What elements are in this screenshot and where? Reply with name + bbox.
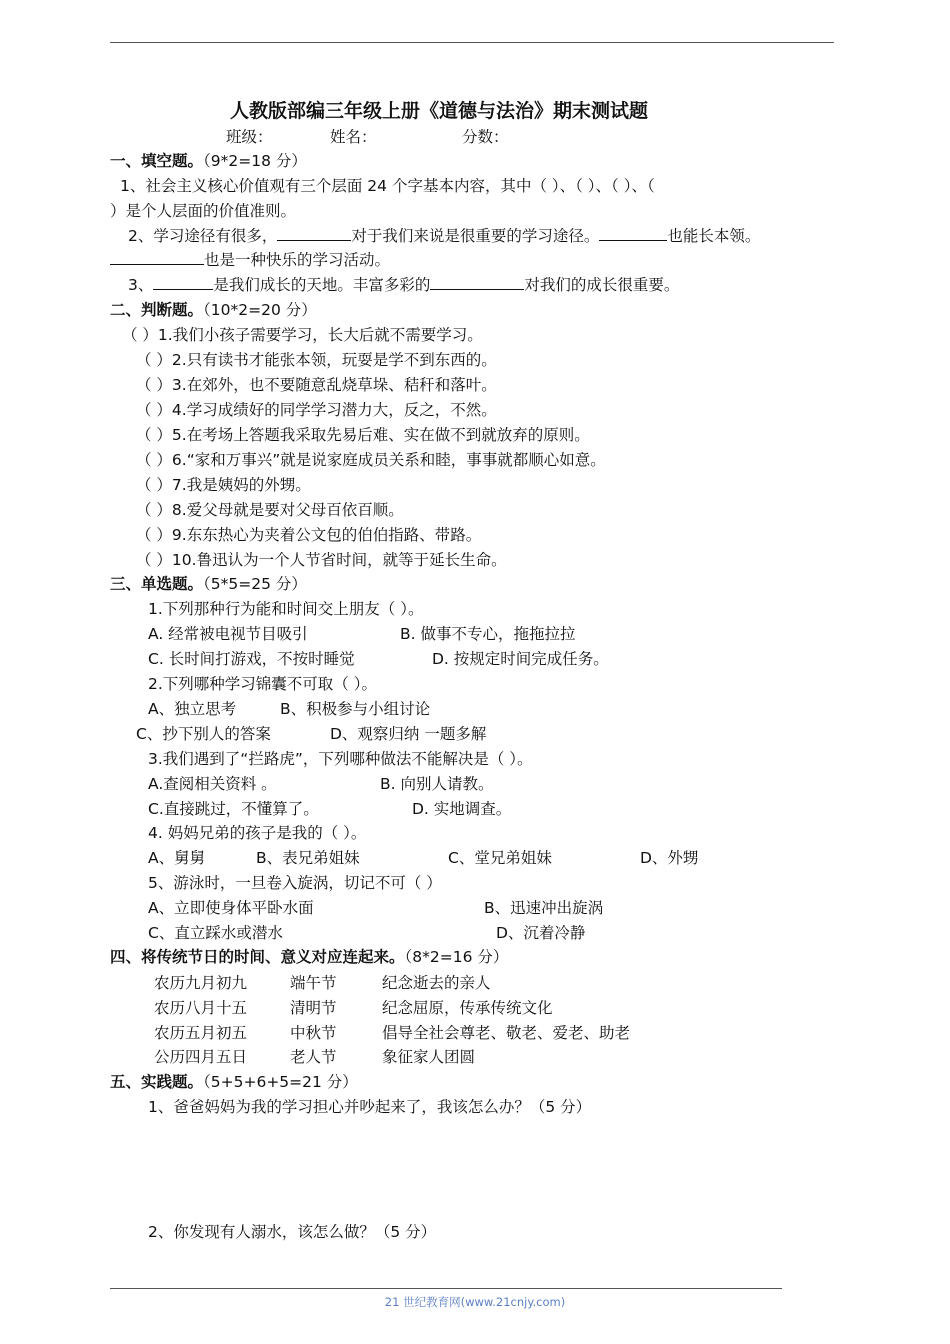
section-1-heading xyxy=(110,150,307,172)
choice-question-4: 4. 妈妈兄弟的孩子是我的（ ）。 xyxy=(148,824,367,842)
section-1-title: 一、填空题。 xyxy=(110,152,204,170)
festival-meaning: 纪念逝去的亲人 xyxy=(382,974,491,992)
judge-item: （ ）5.在考场上答题我采取先易后难、实在做不到就放弃的原则。 xyxy=(136,426,590,444)
fill-question-2-part-3: 也能长本领。 xyxy=(667,227,761,245)
answer-blank[interactable] xyxy=(430,274,524,290)
section-2-title: 二、判断题。 xyxy=(110,301,204,319)
fill-question-2-line-1 xyxy=(128,225,760,247)
festival-name: 中秋节 xyxy=(290,1024,337,1042)
choice-option-d: D、沉着冷静 xyxy=(496,924,586,942)
practice-question-1: 1、爸爸妈妈为我的学习担心并吵起来了，我该怎么办？（5 分） xyxy=(148,1098,592,1116)
answer-blank[interactable] xyxy=(153,274,213,290)
fill-question-2-line-2 xyxy=(110,249,390,271)
header-rule xyxy=(110,42,834,43)
festival-meaning: 象征家人团圆 xyxy=(382,1048,476,1066)
choice-option-d: D. 按规定时间完成任务。 xyxy=(432,650,609,668)
choice-option-b: B、迅速冲出旋涡 xyxy=(484,899,604,917)
judge-item: （ ）2.只有读书才能张本领，玩耍是学不到东西的。 xyxy=(136,351,497,369)
section-3-points: （5*5=25 分） xyxy=(203,575,307,593)
name-field-label: 姓名： xyxy=(330,128,377,146)
choice-question-1: 1.下列那种行为能和时间交上朋友（ ）。 xyxy=(148,600,424,618)
choice-option-b: B、表兄弟姐妹 xyxy=(256,849,360,867)
section-5-title: 五、实践题。 xyxy=(110,1073,204,1091)
choice-option-d: D. 实地调查。 xyxy=(412,800,512,818)
festival-name: 清明节 xyxy=(290,999,337,1017)
festival-date: 农历五月初五 xyxy=(154,1024,248,1042)
choice-option-a: A、舅舅 xyxy=(148,849,206,867)
choice-option-a: A. 经常被电视节目吸引 xyxy=(148,625,308,643)
choice-option-c: C.直接跳过，不懂算了。 xyxy=(148,800,319,818)
judge-item: （ ）8.爱父母就是要对父母百依百顺。 xyxy=(136,501,404,519)
judge-item: （ ）1.我们小孩子需要学习，长大后就不需要学习。 xyxy=(122,326,483,344)
festival-meaning: 倡导全社会尊老、敬老、爱老、助老 xyxy=(382,1024,631,1042)
fill-question-1-line-1: 1、社会主义核心价值观有三个层面 24 个字基本内容，其中（ ）、（ ）、（ ）、（ xyxy=(120,177,655,195)
section-3-heading xyxy=(110,573,307,595)
practice-question-2: 2、你发现有人溺水，该怎么做？（5 分） xyxy=(148,1223,437,1241)
choice-option-a: A、立即使身体平卧水面 xyxy=(148,899,314,917)
answer-blank[interactable] xyxy=(277,225,351,241)
choice-option-c: C、抄下别人的答案 xyxy=(136,725,271,743)
page-title: 人教版部编三年级上册《道德与法治》期末测试题 xyxy=(230,100,649,122)
choice-option-d: D、外甥 xyxy=(640,849,699,867)
section-5-points: （5+5+6+5=21 分） xyxy=(203,1073,358,1091)
section-2-heading xyxy=(110,299,317,321)
fill-question-2-part-2: 对于我们来说是很重要的学习途径。 xyxy=(351,227,600,245)
fill-question-2-part-1: 2、学习途径有很多， xyxy=(128,227,278,245)
judge-item: （ ）6.“家和万事兴”就是说家庭成员关系和睦，事事就都顺心如意。 xyxy=(136,451,606,469)
judge-item: （ ）3.在郊外，也不要随意乱烧草垛、秸秆和落叶。 xyxy=(136,376,497,394)
fill-question-1-line-2: ）是个人层面的价值准则。 xyxy=(110,202,297,220)
choice-option-c: C、直立踩水或潜水 xyxy=(148,924,283,942)
judge-item: （ ）10.鲁迅认为一个人节省时间，就等于延长生命。 xyxy=(136,551,507,569)
section-5-heading xyxy=(110,1071,358,1093)
choice-option-b: B. 做事不专心，拖拖拉拉 xyxy=(400,625,576,643)
choice-option-b: B、积极参与小组讨论 xyxy=(280,700,431,718)
judge-item: （ ）4.学习成绩好的同学学习潜力大，反之，不然。 xyxy=(136,401,497,419)
judge-item: （ ）9.东东热心为夹着公文包的伯伯指路、带路。 xyxy=(136,526,482,544)
fill-question-3-part-1: 3、 xyxy=(128,276,154,294)
section-4-points: （8*2=16 分） xyxy=(404,948,509,966)
choice-question-3: 3.我们遇到了“拦路虎”，下列哪种做法不能解决是（ ）。 xyxy=(148,750,533,768)
festival-meaning: 纪念屈原，传承传统文化 xyxy=(382,999,553,1017)
section-4-title: 四、将传统节日的时间、意义对应连起来。 xyxy=(110,948,405,966)
choice-option-c: C. 长时间打游戏，不按时睡觉 xyxy=(148,650,355,668)
choice-option-a: A.查阅相关资料 。 xyxy=(148,775,277,793)
festival-date: 公历四月五日 xyxy=(154,1048,248,1066)
choice-option-b: B. 向别人请教。 xyxy=(380,775,494,793)
festival-date: 农历八月十五 xyxy=(154,999,248,1017)
fill-question-3-part-3: 对我们的成长很重要。 xyxy=(524,276,680,294)
class-field-label: 班级： xyxy=(226,128,273,146)
section-3-title: 三、单选题。 xyxy=(110,575,204,593)
choice-option-a: A、独立思考 xyxy=(148,700,237,718)
footer-rule xyxy=(110,1288,782,1289)
choice-question-2: 2.下列哪种学习锦囊不可取（ ）。 xyxy=(148,675,377,693)
fill-question-3-part-2: 是我们成长的天地。丰富多彩的 xyxy=(213,276,431,294)
score-field-label: 分数： xyxy=(462,128,509,146)
choice-option-d: D、观察归纳 一题多解 xyxy=(330,725,487,743)
fill-question-3 xyxy=(128,274,679,296)
section-2-points: （10*2=20 分） xyxy=(203,301,317,319)
footer-source-link[interactable]: 21 世纪教育网(www.21cnjy.com) xyxy=(384,1295,566,1309)
festival-name: 老人节 xyxy=(290,1048,337,1066)
judge-item: （ ）7.我是姨妈的外甥。 xyxy=(136,476,311,494)
answer-blank[interactable] xyxy=(110,249,204,265)
choice-question-5: 5、游泳时，一旦卷入旋涡，切记不可（ ） xyxy=(148,874,442,892)
fill-question-2-part-4: 也是一种快乐的学习活动。 xyxy=(204,251,391,269)
section-4-heading xyxy=(110,946,508,968)
festival-name: 端午节 xyxy=(290,974,337,992)
section-1-points: （9*2=18 分） xyxy=(203,152,307,170)
answer-blank[interactable] xyxy=(599,225,667,241)
choice-option-c: C、堂兄弟姐妹 xyxy=(448,849,552,867)
festival-date: 农历九月初九 xyxy=(154,974,248,992)
